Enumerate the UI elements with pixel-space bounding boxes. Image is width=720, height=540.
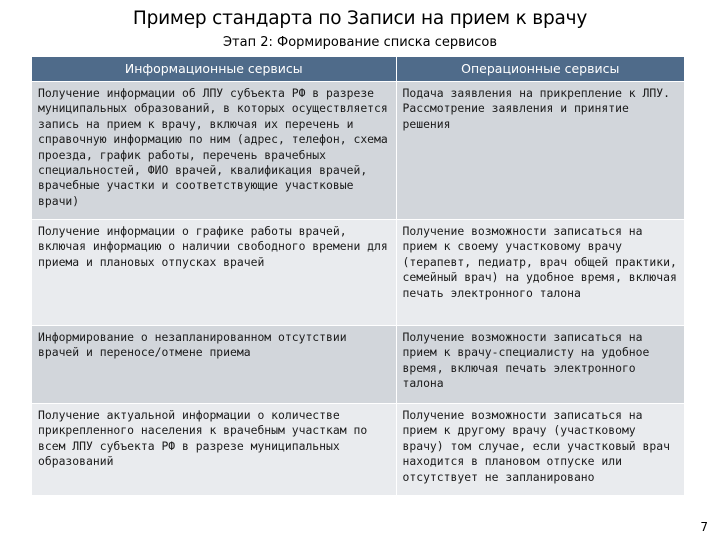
table-row xyxy=(32,220,684,326)
information-service-cell: Получение информации об ЛПУ субъекта РФ в разрезе муниципальных образований, в которых осуществляется запись на прием к врачу, включая их перечень и справочную информацию по ним (адрес, телефон, схема проезда, график работы, перечень врачебных специальностей, ФИО врачей, квалификация врачей, врачебные участки и соответствующие участковые врачи) xyxy=(32,82,396,220)
services-table xyxy=(32,57,684,495)
operational-service-cell: Получение возможности записаться на прием к врачу-специалисту на удобное время, включая печать электронного талона xyxy=(396,326,684,404)
operational-service-cell: Получение возможности записаться на прием к другому врачу (участковому врачу) том случае, если участковый врач находится в плановом отпуске или отсутствует не запланировано xyxy=(396,404,684,496)
operational-service-cell: Подача заявления на прикрепление к ЛПУ. Рассмотрение заявления и принятие решения xyxy=(396,82,684,220)
table-row xyxy=(32,404,684,496)
services-table-container xyxy=(32,57,684,500)
slide-title: Пример стандарта по Записи на прием к врачу xyxy=(132,8,588,29)
header-operational-services: Операционные сервисы xyxy=(396,57,684,82)
information-service-cell: Получение информации о графике работы врачей, включая информацию о наличии свободного времени для приема и плановых отпусках врачей xyxy=(32,220,396,326)
information-service-cell: Информирование о незапланированном отсутствии врачей и переносе/отмене приема xyxy=(32,326,396,404)
slide-subtitle: Этап 2: Формирование списка сервисов xyxy=(222,35,498,50)
information-service-cell: Получение актуальной информации о количестве прикрепленного населения к врачебным участкам по всем ЛПУ субъекта РФ в разрезе муниципальных образований xyxy=(32,404,396,496)
table-row xyxy=(32,82,684,220)
operational-service-cell: Получение возможности записаться на прием к своему участковому врачу (терапевт, педиатр, врач общей практики, семейный врач) на удобное время, включая печать электронного талона xyxy=(396,220,684,326)
page-number: 7 xyxy=(700,520,708,534)
table-row xyxy=(32,326,684,404)
header-information-services: Информационные сервисы xyxy=(32,57,396,82)
table-header-row xyxy=(32,57,684,82)
